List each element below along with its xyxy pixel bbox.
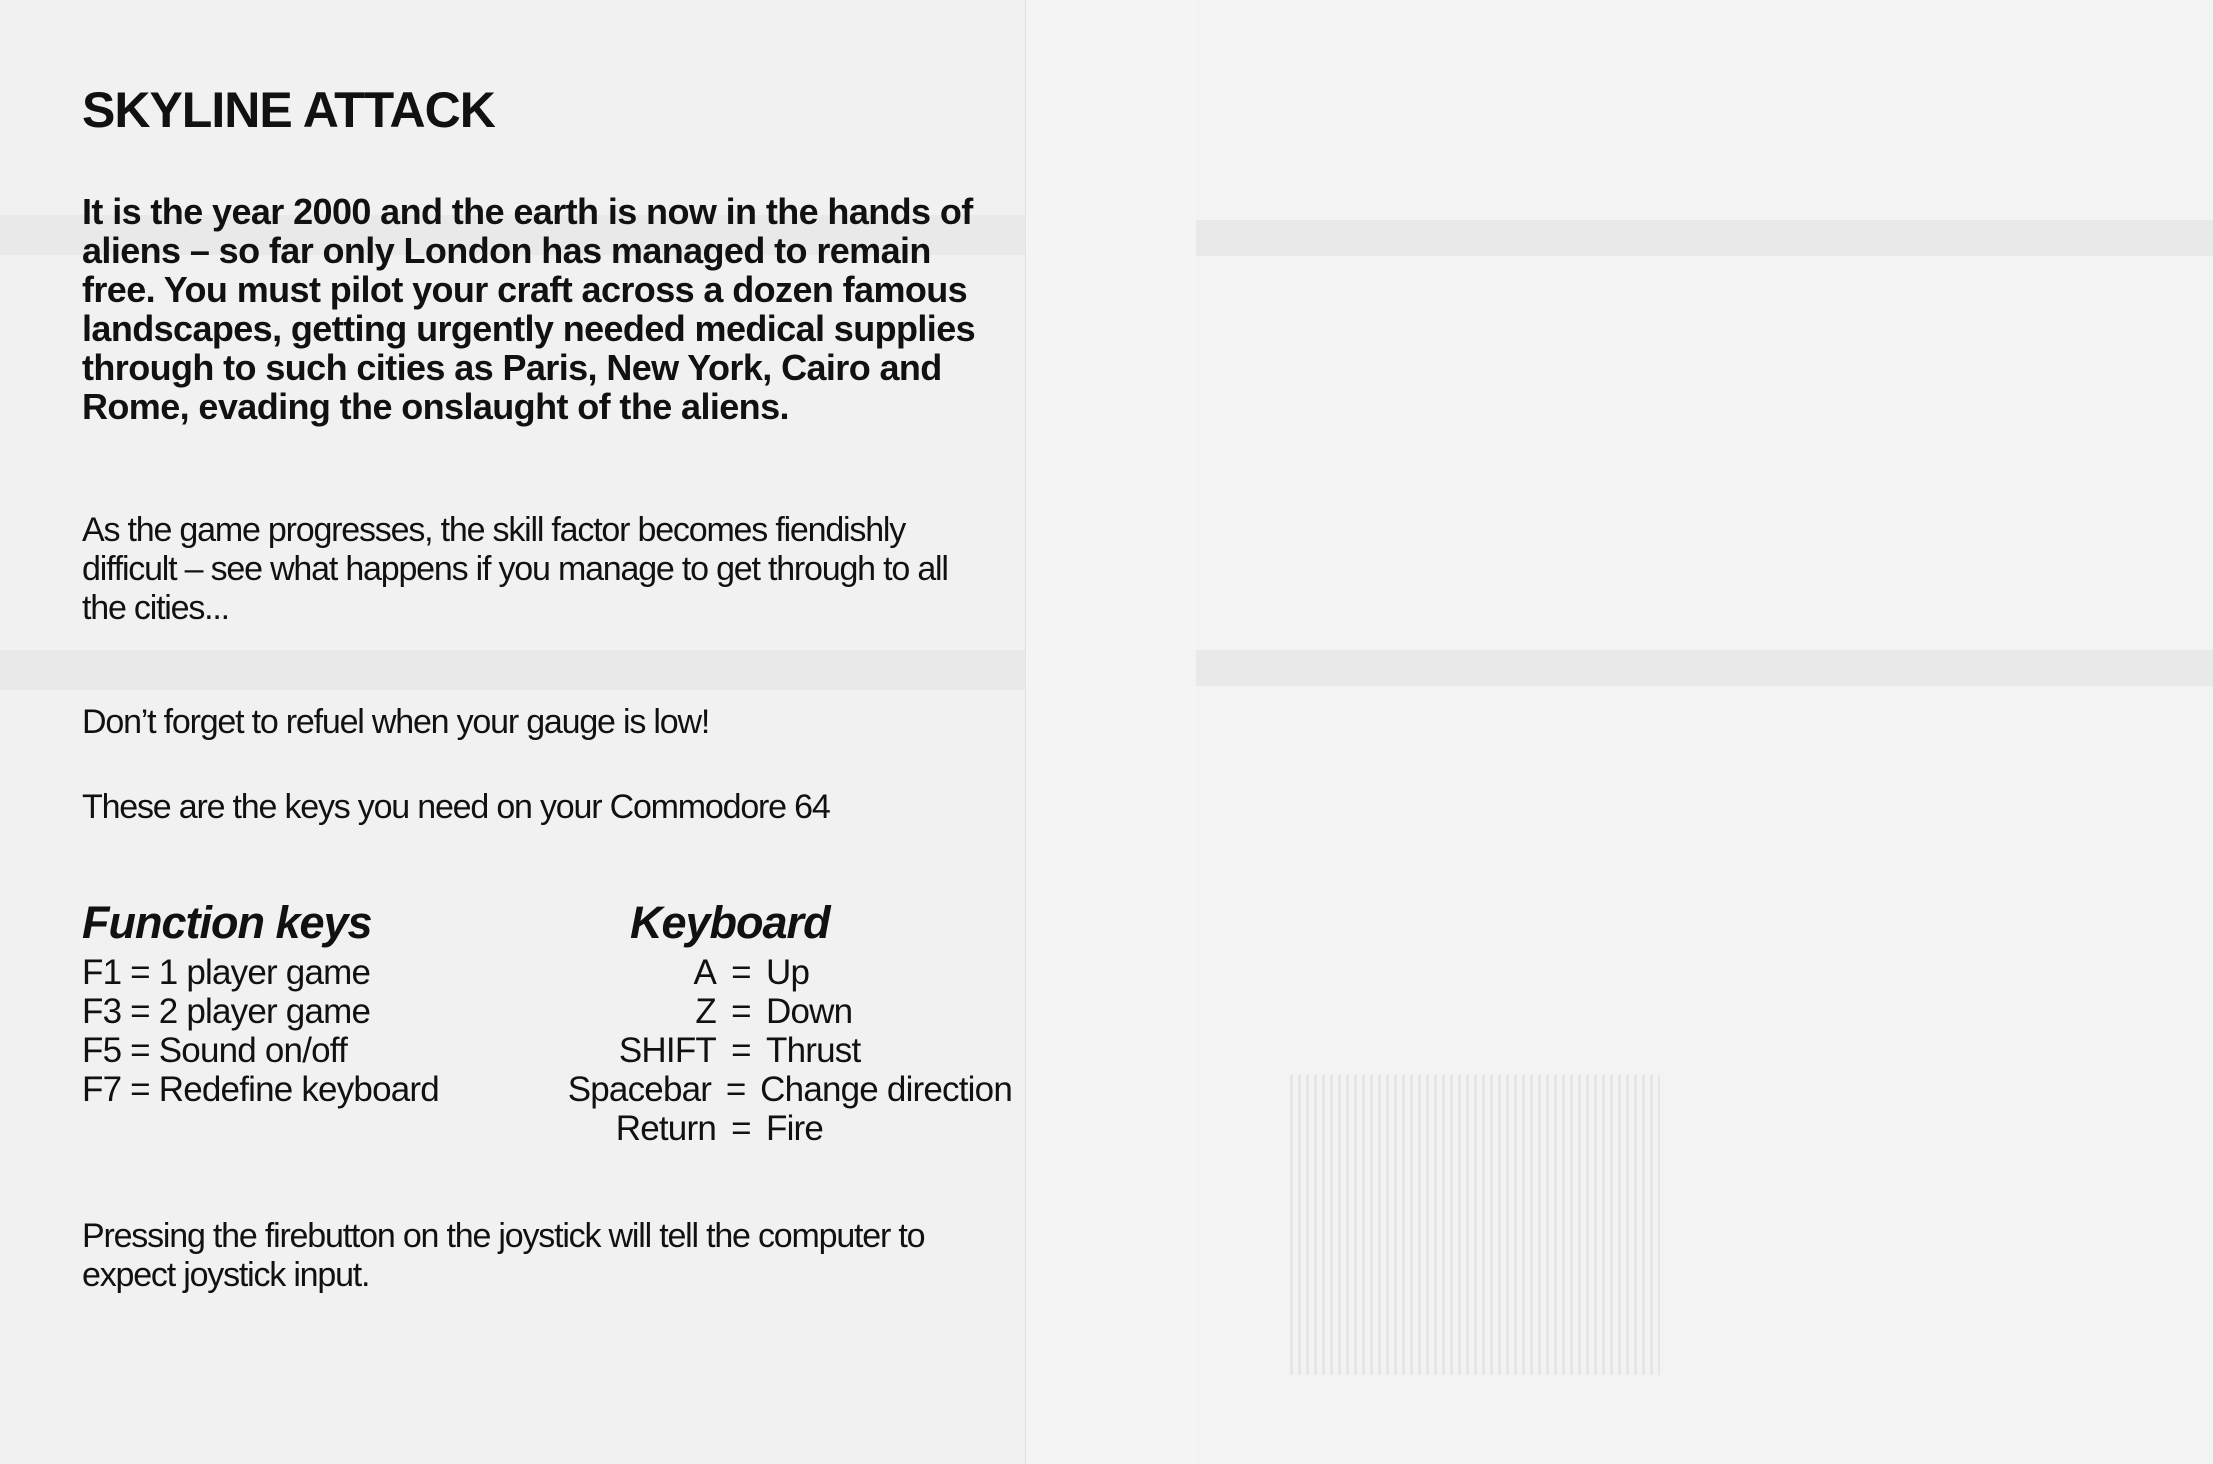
showthrough-band — [1196, 220, 2213, 256]
key-tables — [82, 897, 1012, 1187]
game-title: SKYLINE ATTACK — [82, 82, 495, 138]
keyboard-key: Spacebar — [567, 1070, 712, 1109]
equals-sign: = — [731, 953, 751, 992]
keyboard-action: Fire — [766, 1109, 824, 1148]
keyboard-key: A — [693, 953, 716, 992]
keyboard-heading: Keyboard — [630, 897, 830, 948]
keyboard-table — [472, 897, 1012, 1148]
refuel-paragraph: Don’t forget to refuel when your gauge is low! — [82, 703, 710, 741]
intro-paragraph: It is the year 2000 and the earth is now in the hands of aliens – so far only London has managed to remain free. You must pilot your craft across a dozen famous landscapes, getting urgently needed medical supplies through to such cities as Paris, New York, Cairo and Rome, evading the onslaught of the aliens. — [82, 191, 976, 427]
keyboard-row — [472, 1109, 1012, 1148]
keyboard-action: Down — [766, 992, 853, 1031]
keyboard-key: Return — [615, 1109, 716, 1148]
function-keys-table — [82, 897, 502, 1109]
keyboard-key: SHIFT — [618, 1031, 716, 1070]
equals-sign: = — [731, 992, 751, 1031]
cover-spine — [1025, 0, 1197, 1464]
keyboard-row — [472, 1031, 1012, 1070]
keyboard-row — [472, 1070, 1012, 1109]
function-keys-heading: Function keys — [82, 897, 372, 948]
function-key-line: F5 = Sound on/off — [82, 1031, 347, 1070]
keyboard-key: Z — [695, 992, 716, 1031]
function-key-line: F3 = 2 player game — [82, 992, 371, 1031]
showthrough-band — [1196, 650, 2213, 686]
keyboard-row — [472, 953, 1012, 992]
keyboard-action: Change direction — [760, 1070, 1012, 1109]
keyboard-action: Thrust — [766, 1031, 861, 1070]
equals-sign: = — [731, 1031, 751, 1070]
keys-intro-paragraph: These are the keys you need on your Commodore 64 — [82, 788, 830, 826]
equals-sign: = — [725, 1070, 746, 1109]
progress-paragraph: As the game progresses, the skill factor becomes fiendishly difficult – see what happens if you manage to get through to all the cities... — [82, 511, 948, 627]
joystick-paragraph: Pressing the firebutton on the joystick will tell the computer to expect joystick input. — [82, 1217, 925, 1294]
keyboard-action: Up — [766, 953, 810, 992]
showthrough-barcode — [1290, 1075, 1660, 1375]
function-key-line: F1 = 1 player game — [82, 953, 371, 992]
keyboard-row — [472, 992, 1012, 1031]
equals-sign: = — [731, 1109, 751, 1148]
function-key-line: F7 = Redefine keyboard — [82, 1070, 439, 1109]
instructions-content — [82, 80, 1012, 1295]
